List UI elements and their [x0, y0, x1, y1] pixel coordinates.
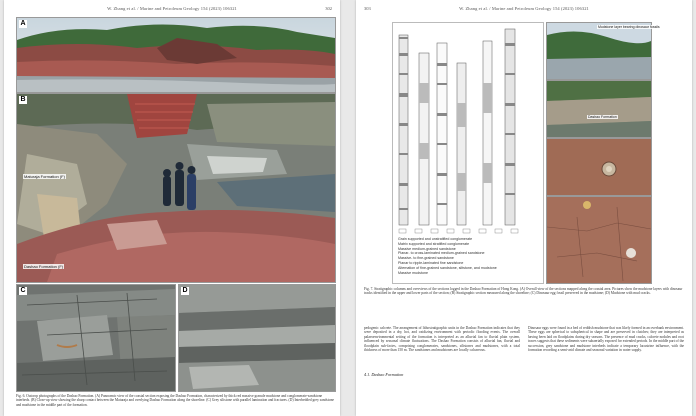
body-column-left — [364, 326, 520, 352]
paragraph: pedogenic calcrete. The arrangement of lithostratigraphic units in the Dashao Formation indicates that they were deposited in a dry, hot, and oxidizing environment with periodic flooding events. The overall palaeoenvironmental setting of the formation is interpreted as an alluvial fan to fluvial plain system, influenced by seasonal climate fluctuations. The Dashao Formation consists of alluvial fan, fluvial and floodplain sub-facies, comprising conglomerates, sandstones, siltstones and mudstones, with a total thickness of more than 150 m. The sandstones and mudstones are locally calcareous. — [364, 326, 520, 353]
paragraph: Dinosaur eggs were found in a bed of reddish mudstone that was likely formed in an overbank environment. These eggs are spherical to subspherical in shape and are preserved in clutches; they are interpreted as having been laid on floodplains during dry seasons. The presence of mud cracks, calcrete nodules and root traces suggests that these sediments were subaerially exposed for extended periods. In the middle part of the succession, grey sandstone and mudstone interbeds indicate a temporary lacustrine influence, with the formation recording a semi-arid climate and seasonal variation in water supply. — [528, 326, 684, 353]
legend-item: Planar- to cross-laminated medium-grained sandstone — [398, 251, 485, 256]
photo-mud-cracks — [546, 196, 652, 284]
photo-panel-c — [16, 284, 176, 392]
legend-item: Planar to ripple-laminated fine sandstone — [398, 260, 464, 265]
figure-caption: Fig. 6. Outcrop photographs of the Dashao Formation. (A) Panoramic view of the coastal section exposing the Dashao Formation, characterized by thick red massive granule mudstone and conglomerate-sandstone interbeds. (B) Close-up view showing the sharp contact between the Maturaja and overlying Dashao Formation along the shoreline. (C) Grey siltstone with parallel lamination and fractures. (D) Interbedded grey sandstone and mudstone in the middle part of the formation. — [16, 394, 334, 407]
photo-egg-fossil — [546, 138, 652, 196]
photo-tag-formation: Dashao Formation — [588, 115, 617, 119]
photo-tag-mudstone: Mudstone layer bearing dinosaur fossils — [598, 25, 660, 29]
left-page — [4, 0, 340, 416]
panel-label-d: D — [182, 287, 188, 294]
photo-panel-d — [178, 284, 336, 392]
formation-tag-upper: Maturaja Formation (F) — [24, 174, 65, 179]
right-page — [356, 0, 692, 416]
section-heading: 4.1. Dashao Formation — [364, 372, 404, 377]
legend-item: Massive mudstone — [398, 270, 428, 275]
photo-coastline-upper — [546, 22, 660, 80]
legend-item: Alternation of fine-grained sandstone, siltstone, and mudstone — [398, 265, 497, 270]
panel-label-c: C — [20, 287, 26, 294]
running-head: W. Zhang et al. / Marine and Petroleum Geology 154 (2023) 106321 — [459, 6, 589, 11]
stratigraphic-columns — [392, 22, 544, 284]
photo-panel-b — [16, 93, 336, 283]
photo-panel-a — [16, 17, 336, 93]
formation-tag-lower: Dashao Formation (F) — [24, 264, 64, 269]
body-column-right — [528, 326, 684, 352]
figure-caption: Fig. 7. Stratigraphic columns and overviews of the sections logged in the Dashao Formation of Hong Kong. (A) Overall view of the sections mapped along the coastal area. Pictures show the mudstone layers with dinosaur tracks identified in the upper and lower parts of the section; (B) Stratigraphic section measured along the shoreline; (C) Dinosaur egg fossil preserved in the mudstone; (D) Mudstone with mud cracks. — [364, 287, 683, 296]
page-number: 302 — [325, 6, 332, 11]
legend-item: Massive medium-grained sandstone — [398, 246, 456, 251]
running-head: W. Zhang et al. / Marine and Petroleum Geology 154 (2023) 106321 — [107, 6, 237, 11]
legend-item: Massive- to fine-grained sandstone — [398, 256, 454, 261]
photo-coastline-lower — [546, 80, 652, 138]
page-number: 303 — [364, 6, 371, 11]
lithology-legend — [398, 237, 538, 275]
legend-item: Matrix supported and stratified conglomerate — [398, 241, 470, 246]
panel-label-b: B — [20, 96, 26, 103]
panel-label-a: A — [20, 20, 26, 27]
legend-item: Grain supported and unstratified conglomerate — [398, 237, 473, 241]
